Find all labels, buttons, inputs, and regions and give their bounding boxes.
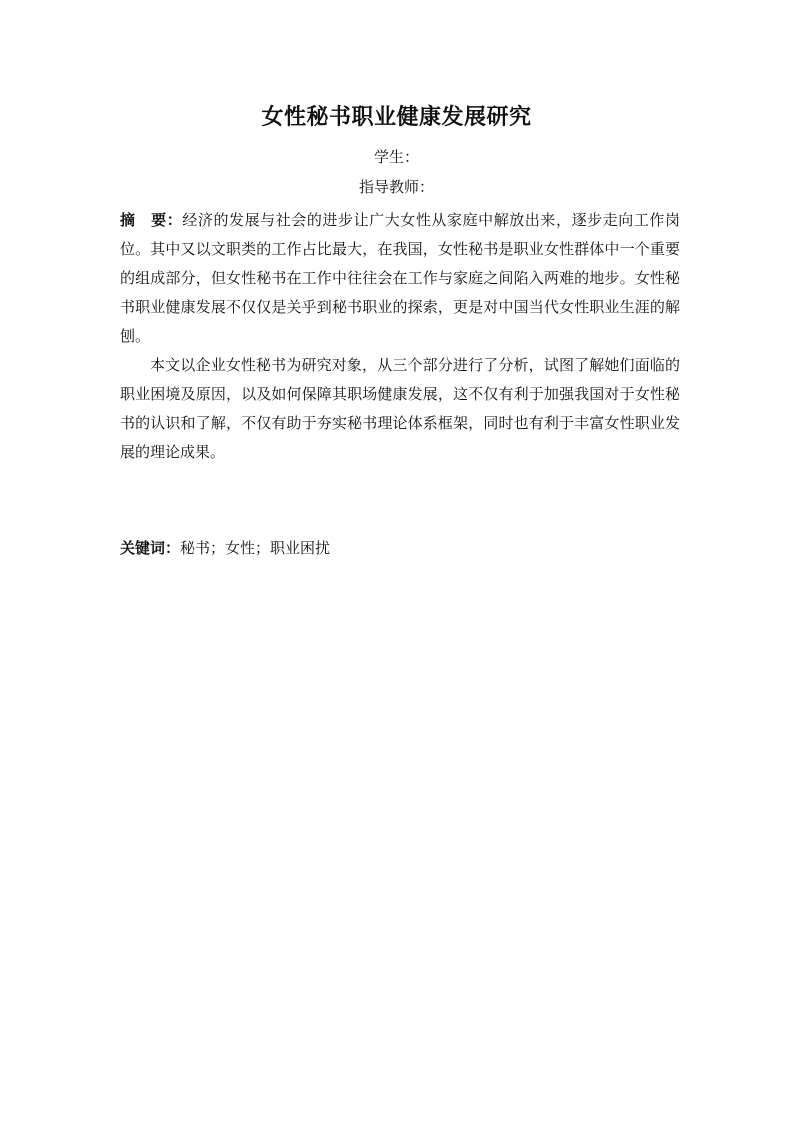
student-line: 学生： [373, 148, 419, 166]
abstract-label: 摘 要： [120, 211, 183, 229]
abstract-paragraph-1 [120, 206, 680, 351]
advisor-line: 指导教师： [358, 178, 434, 196]
abstract-section [120, 206, 680, 467]
abstract-paragraph-2: 本文以企业女性秘书为研究对象，从三个部分进行了分析，试图了解她们面临的职业困境及原因，以及如何保障其职场健康发展，这不仅有利于加强我国对于女性秘书的认识和了解，不仅有助于夯实秘书理论体系框架，同时也有利于丰富女性职业发展的理论成果。 [120, 356, 680, 461]
abstract-text-1: 经济的发展与社会的进步让广大女性从家庭中解放出来，逐步走向工作岗位。其中又以文职类的工作占比最大，在我国，女性秘书是职业女性群体中一个重要的组成部分，但女性秘书在工作中往往会在工作与家庭之间陷入两难的地步。女性秘书职业健康发展不仅仅是关乎到秘书职业的探索，更是对中国当代女性职业生涯的解刨。 [120, 211, 680, 345]
keywords-line [120, 536, 680, 560]
keywords-label: 关键词： [120, 539, 181, 557]
document-title: 女性秘书职业健康发展研究 [261, 105, 532, 130]
keywords-text: 秘书；女性；职业困扰 [180, 539, 331, 557]
